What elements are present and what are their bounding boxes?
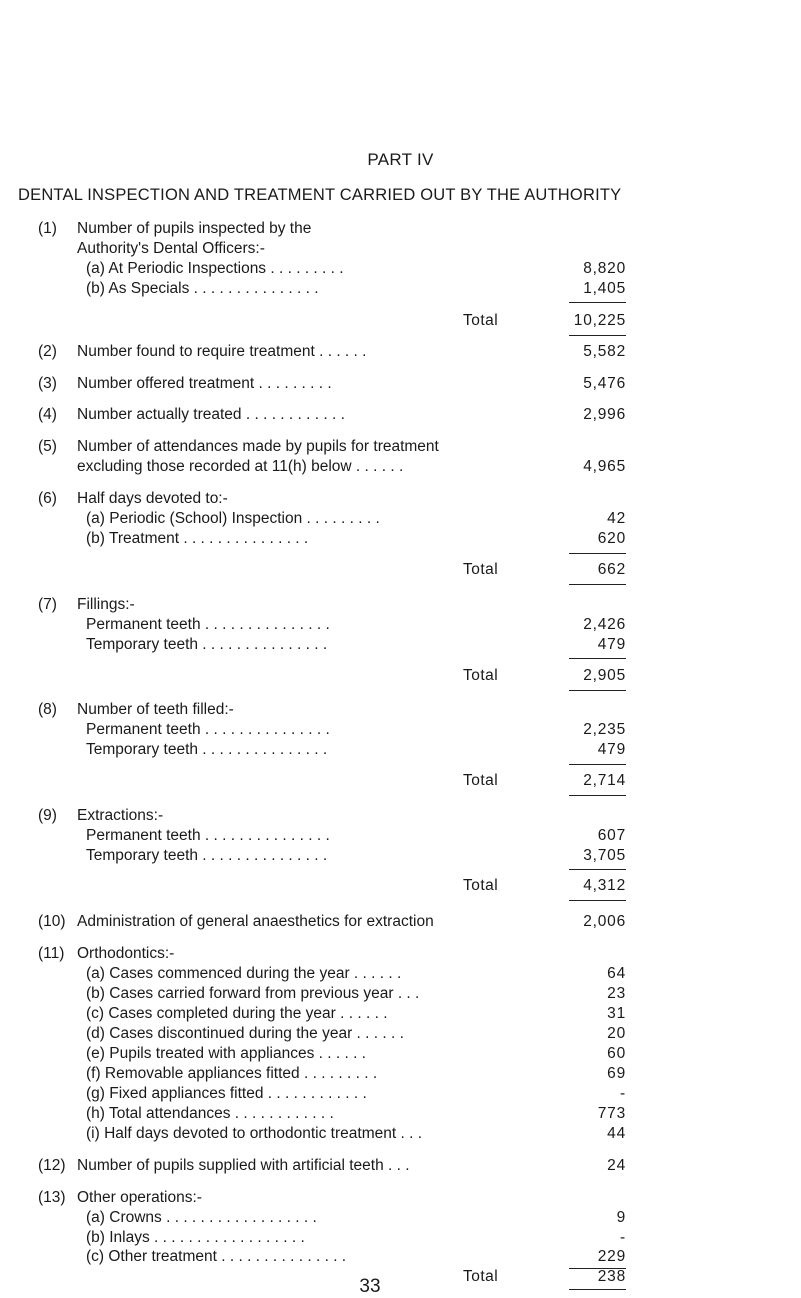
page-number: 33	[359, 1276, 381, 1297]
page-title: DENTAL INSPECTION AND TREATMENT CARRIED OUT BY THE AUTHORITY	[18, 186, 622, 204]
item-13b-value: -	[620, 1229, 626, 1246]
item-11i-value: 44	[607, 1125, 626, 1142]
item-11c-value: 31	[607, 1005, 626, 1022]
part-heading: PART IV	[367, 150, 434, 169]
item-11g-value: -	[620, 1085, 626, 1102]
item-13-total-value: 238	[597, 1268, 626, 1285]
item-7-total-value: 2,905	[583, 667, 626, 684]
item-11h-text: (h) Total attendances . . . . . . . . . . . .	[86, 1105, 334, 1122]
item-7a-text: Permanent teeth . . . . . . . . . . . . . . .	[86, 616, 330, 633]
item-10-value: 2,006	[583, 913, 626, 930]
item-3-text: Number offered treatment . . . . . . . . .	[77, 375, 332, 392]
item-2-value: 5,582	[583, 343, 626, 360]
item-1b-text: (b) As Specials . . . . . . . . . . . . . . .	[86, 280, 319, 297]
subtotal-rule	[569, 764, 626, 765]
item-7b-text: Temporary teeth . . . . . . . . . . . . . . .	[86, 636, 328, 653]
item-6a-text: (a) Periodic (School) Inspection . . . . . . . . .	[86, 510, 380, 527]
item-10-number: (10)	[38, 913, 66, 930]
item-5-value: 4,965	[583, 458, 626, 475]
item-11f-value: 69	[607, 1065, 626, 1082]
item-4-number: (4)	[38, 406, 57, 423]
item-5-text-line1: Number of attendances made by pupils for treatment	[77, 438, 439, 455]
subtotal-rule	[569, 658, 626, 659]
item-11a-value: 64	[607, 965, 626, 982]
item-6b-value: 620	[597, 530, 626, 547]
item-8-number: (8)	[38, 701, 57, 718]
item-11a-text: (a) Cases commenced during the year . . . . . .	[86, 965, 402, 982]
item-3-number: (3)	[38, 375, 57, 392]
item-1-total-label: Total	[463, 312, 499, 329]
item-12-text: Number of pupils supplied with artificial teeth . . .	[77, 1157, 410, 1174]
total-rule	[569, 1289, 626, 1290]
item-13-heading: Other operations:-	[77, 1189, 202, 1206]
item-11-number: (11)	[38, 945, 65, 962]
item-13c-value: 229	[597, 1248, 626, 1265]
item-11e-text: (e) Pupils treated with appliances . . . . . .	[86, 1045, 366, 1062]
item-1a-value: 8,820	[583, 260, 626, 277]
item-9b-value: 3,705	[583, 847, 626, 864]
item-8a-value: 2,235	[583, 721, 626, 738]
item-11c-text: (c) Cases completed during the year . . . . . .	[86, 1005, 388, 1022]
item-10-text: Administration of general anaesthetics for extraction	[77, 913, 434, 930]
item-8b-value: 479	[597, 741, 626, 758]
item-4-text: Number actually treated . . . . . . . . . . . .	[77, 406, 345, 423]
subtotal-rule	[569, 553, 626, 554]
item-7b-value: 479	[597, 636, 626, 653]
item-13a-text: (a) Crowns . . . . . . . . . . . . . . . . . .	[86, 1209, 317, 1226]
item-11i-text: (i) Half days devoted to orthodontic treatment . . .	[86, 1125, 422, 1142]
item-8-heading: Number of teeth filled:-	[77, 701, 234, 718]
item-11g-text: (g) Fixed appliances fitted . . . . . . . . . . . .	[86, 1085, 367, 1102]
item-1-number: (1)	[38, 220, 57, 237]
item-1b-value: 1,405	[583, 280, 626, 297]
item-9-total-label: Total	[463, 877, 499, 894]
item-6b-text: (b) Treatment . . . . . . . . . . . . . . .	[86, 530, 309, 547]
item-8b-text: Temporary teeth . . . . . . . . . . . . . . .	[86, 741, 328, 758]
item-3-value: 5,476	[583, 375, 626, 392]
subtotal-rule	[569, 302, 626, 303]
item-8-total-value: 2,714	[583, 772, 626, 789]
item-8-total-label: Total	[463, 772, 499, 789]
item-12-value: 24	[607, 1157, 626, 1174]
total-rule	[569, 584, 626, 585]
item-6-heading: Half days devoted to:-	[77, 490, 228, 507]
item-9-number: (9)	[38, 807, 57, 824]
item-9b-text: Temporary teeth . . . . . . . . . . . . . . .	[86, 847, 328, 864]
item-13c-text: (c) Other treatment . . . . . . . . . . . . . . .	[86, 1248, 347, 1265]
total-rule	[569, 690, 626, 691]
item-11d-text: (d) Cases discontinued during the year . . . . . .	[86, 1025, 404, 1042]
item-1a-text: (a) At Periodic Inspections . . . . . . . . .	[86, 260, 344, 277]
item-13-total-label: Total	[463, 1268, 499, 1285]
item-7-number: (7)	[38, 596, 57, 613]
total-rule	[569, 900, 626, 901]
item-1-text-line1: Number of pupils inspected by the	[77, 220, 312, 237]
item-4-value: 2,996	[583, 406, 626, 423]
item-7a-value: 2,426	[583, 616, 626, 633]
item-2-number: (2)	[38, 343, 57, 360]
item-11f-text: (f) Removable appliances fitted . . . . . . . . .	[86, 1065, 378, 1082]
item-11b-text: (b) Cases carried forward from previous year . . .	[86, 985, 420, 1002]
item-2-text: Number found to require treatment . . . . . .	[77, 343, 367, 360]
item-5-text-line2: excluding those recorded at 11(h) below . . . . . .	[77, 458, 404, 475]
item-9a-text: Permanent teeth . . . . . . . . . . . . . . .	[86, 827, 330, 844]
item-11b-value: 23	[607, 985, 626, 1002]
item-7-heading: Fillings:-	[77, 596, 135, 613]
item-9-heading: Extractions:-	[77, 807, 164, 824]
item-13a-value: 9	[616, 1209, 626, 1226]
item-5-number: (5)	[38, 438, 57, 455]
subtotal-rule	[569, 869, 626, 870]
item-1-text-line2: Authority's Dental Officers:-	[77, 240, 265, 257]
item-6a-value: 42	[607, 510, 626, 527]
item-6-number: (6)	[38, 490, 57, 507]
item-1-total-value: 10,225	[573, 312, 626, 329]
item-6-total-value: 662	[597, 561, 626, 578]
total-rule	[569, 335, 626, 336]
item-13-number: (13)	[38, 1189, 66, 1206]
item-12-number: (12)	[38, 1157, 66, 1174]
item-7-total-label: Total	[463, 667, 499, 684]
item-11d-value: 20	[607, 1025, 626, 1042]
item-11h-value: 773	[597, 1105, 626, 1122]
total-rule	[569, 795, 626, 796]
item-13b-text: (b) Inlays . . . . . . . . . . . . . . . . . .	[86, 1229, 305, 1246]
item-11e-value: 60	[607, 1045, 626, 1062]
item-8a-text: Permanent teeth . . . . . . . . . . . . . . .	[86, 721, 330, 738]
item-9-total-value: 4,312	[583, 877, 626, 894]
item-9a-value: 607	[597, 827, 626, 844]
item-11-heading: Orthodontics:-	[77, 945, 175, 962]
item-6-total-label: Total	[463, 561, 499, 578]
